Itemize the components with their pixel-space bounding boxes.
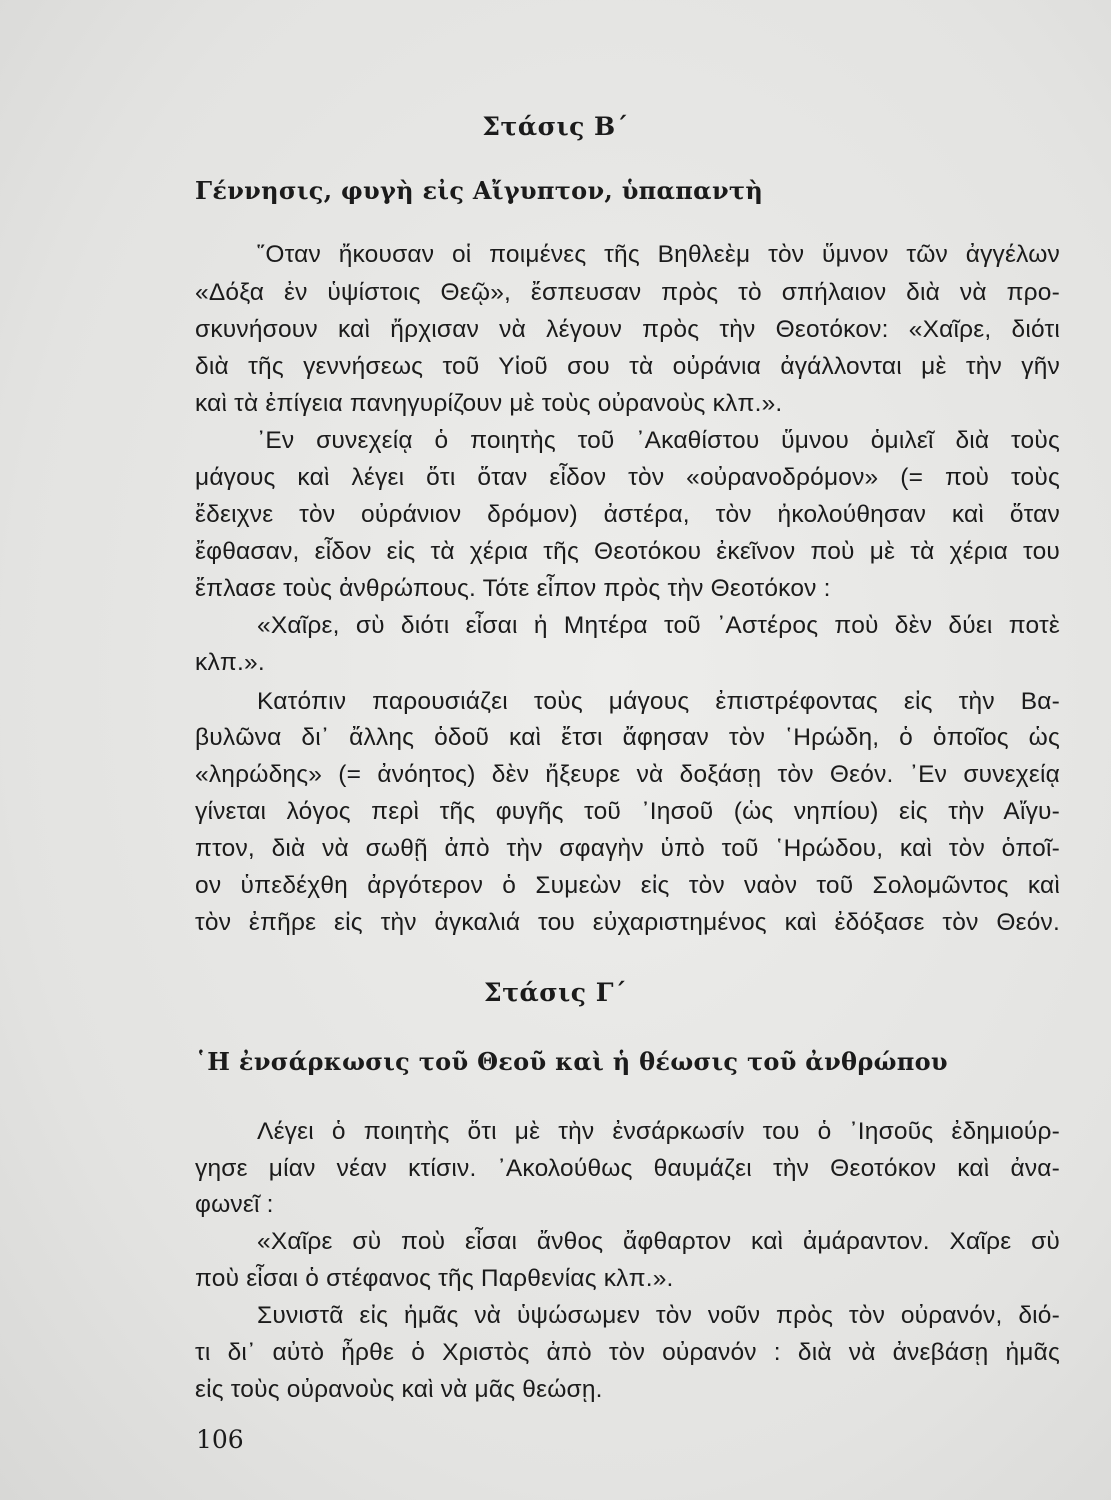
text-line: σκυνήσουν καὶ ἤρχισαν νὰ λέγουν πρὸς τὴν Θεοτόκον: «Χαῖρε, διότι	[195, 316, 1060, 343]
text-line: ᾿Εν συνεχείᾳ ὁ ποιητὴς τοῦ ᾿Ακαθίστου ὕμνου ὁμιλεῖ διὰ τοὺς	[257, 427, 1060, 454]
section-b-title: Στάσις Β΄	[482, 112, 629, 141]
section-g-title: Στάσις Γ΄	[484, 978, 627, 1007]
text-line: ον ὑπεδέχθη ἀργότερον ὁ Συμεὼν εἰς τὸν ναὸν τοῦ Σολομῶντος καὶ	[195, 872, 1060, 899]
text-line: «Δόξα ἐν ὑψίστοις Θεῷ», ἔσπευσαν πρὸς τὸ σπήλαιον διὰ νὰ προ-	[195, 279, 1060, 306]
section-b-subtitle: Γέννησις, φυγὴ εἰς Αἴγυπτον, ὑπαπαντὴ	[195, 176, 764, 205]
text-line: ἔφθασαν, εἶδον εἰς τὰ χέρια τῆς Θεοτόκου ἐκεῖνον ποὺ μὲ τὰ χέρια του	[195, 538, 1060, 565]
text-line: Λέγει ὁ ποιητὴς ὅτι μὲ τὴν ἐνσάρκωσίν του ὁ ᾿Ιησοῦς ἐδημιούρ-	[257, 1118, 1060, 1145]
text-line: ἔδειχνε τὸν οὐράνιον δρόμον) ἀστέρα, τὸν ἠκολούθησαν καὶ ὅταν	[195, 501, 1060, 528]
text-line: Συνιστᾶ εἰς ἡμᾶς νὰ ὑψώσωμεν τὸν νοῦν πρὸς τὸν οὐρανόν, διό-	[257, 1302, 1060, 1329]
section-g-subtitle: ῾Η ἐνσάρκωσις τοῦ Θεοῦ καὶ ἡ θέωσις τοῦ ἀνθρώπου	[195, 1047, 948, 1076]
text-line: Κατόπιν παρουσιάζει τοὺς μάγους ἐπιστρέφοντας εἰς τὴν Βα-	[257, 688, 1060, 715]
text-line: «Χαῖρε σὺ ποὺ εἶσαι ἄνθος ἄφθαρτον καὶ ἀμάραντον. Χαῖρε σὺ	[257, 1228, 1060, 1255]
text-line: διὰ τῆς γεννήσεως τοῦ Υἱοῦ σου τὰ οὐράνια ἀγάλλονται μὲ τὴν γῆν	[195, 353, 1060, 380]
text-line: κλπ.».	[195, 649, 265, 676]
text-line: πτον, διὰ νὰ σωθῇ ἀπὸ τὴν σφαγὴν ὑπὸ τοῦ ῾Ηρώδου, καὶ τὸν ὁποῖ-	[195, 835, 1060, 862]
text-line: «ληρώδης» (= ἀνόητος) δὲν ἤξευρε νὰ δοξάσῃ τὸν Θεόν. ᾿Εν συνεχείᾳ	[195, 761, 1060, 788]
text-line: «Χαῖρε, σὺ διότι εἶσαι ἡ Μητέρα τοῦ ᾿Αστέρος ποὺ δὲν δύει ποτὲ	[257, 612, 1060, 639]
text-line: βυλῶνα δι᾿ ἄλλης ὁδοῦ καὶ ἔτσι ἄφησαν τὸν ῾Ηρώδη, ὁ ὁποῖος ὡς	[195, 724, 1060, 751]
text-line: μάγους καὶ λέγει ὅτι ὅταν εἶδον τὸν «οὐρανοδρόμον» (= ποὺ τοὺς	[195, 464, 1060, 491]
text-line: τὸν ἐπῆρε εἰς τὴν ἀγκαλιά του εὐχαριστημένος καὶ ἐδόξασε τὸν Θεόν.	[195, 909, 1060, 936]
page-number: 106	[196, 1425, 244, 1454]
text-line: ῞Οταν ἤκουσαν οἱ ποιμένες τῆς Βηθλεὲμ τὸν ὕμνον τῶν ἀγγέλων	[257, 241, 1060, 268]
text-line: τι δι᾿ αὐτὸ ἦρθε ὁ Χριστὸς ἀπὸ τὸν οὐρανόν : διὰ νὰ ἀνεβάσῃ ἡμᾶς	[195, 1339, 1060, 1366]
text-line: γησε μίαν νέαν κτίσιν. ᾿Ακολούθως θαυμάζει τὴν Θεοτόκον καὶ ἀνα-	[195, 1155, 1060, 1182]
text-line: ἔπλασε τοὺς ἀνθρώπους. Τότε εἶπον πρὸς τὴν Θεοτόκον :	[195, 575, 831, 602]
text-line: ποὺ εἶσαι ὁ στέφανος τῆς Παρθενίας κλπ.».	[195, 1265, 674, 1292]
text-line: καὶ τὰ ἐπίγεια πανηγυρίζουν μὲ τοὺς οὐρανοὺς κλπ.».	[195, 390, 783, 417]
text-line: εἰς τοὺς οὐρανοὺς καὶ νὰ μᾶς θεώσῃ.	[195, 1376, 603, 1403]
text-line: φωνεῖ :	[195, 1191, 274, 1218]
text-line: γίνεται λόγος περὶ τῆς φυγῆς τοῦ ᾿Ιησοῦ (ὡς νηπίου) εἰς τὴν Αἴγυ-	[195, 798, 1060, 825]
